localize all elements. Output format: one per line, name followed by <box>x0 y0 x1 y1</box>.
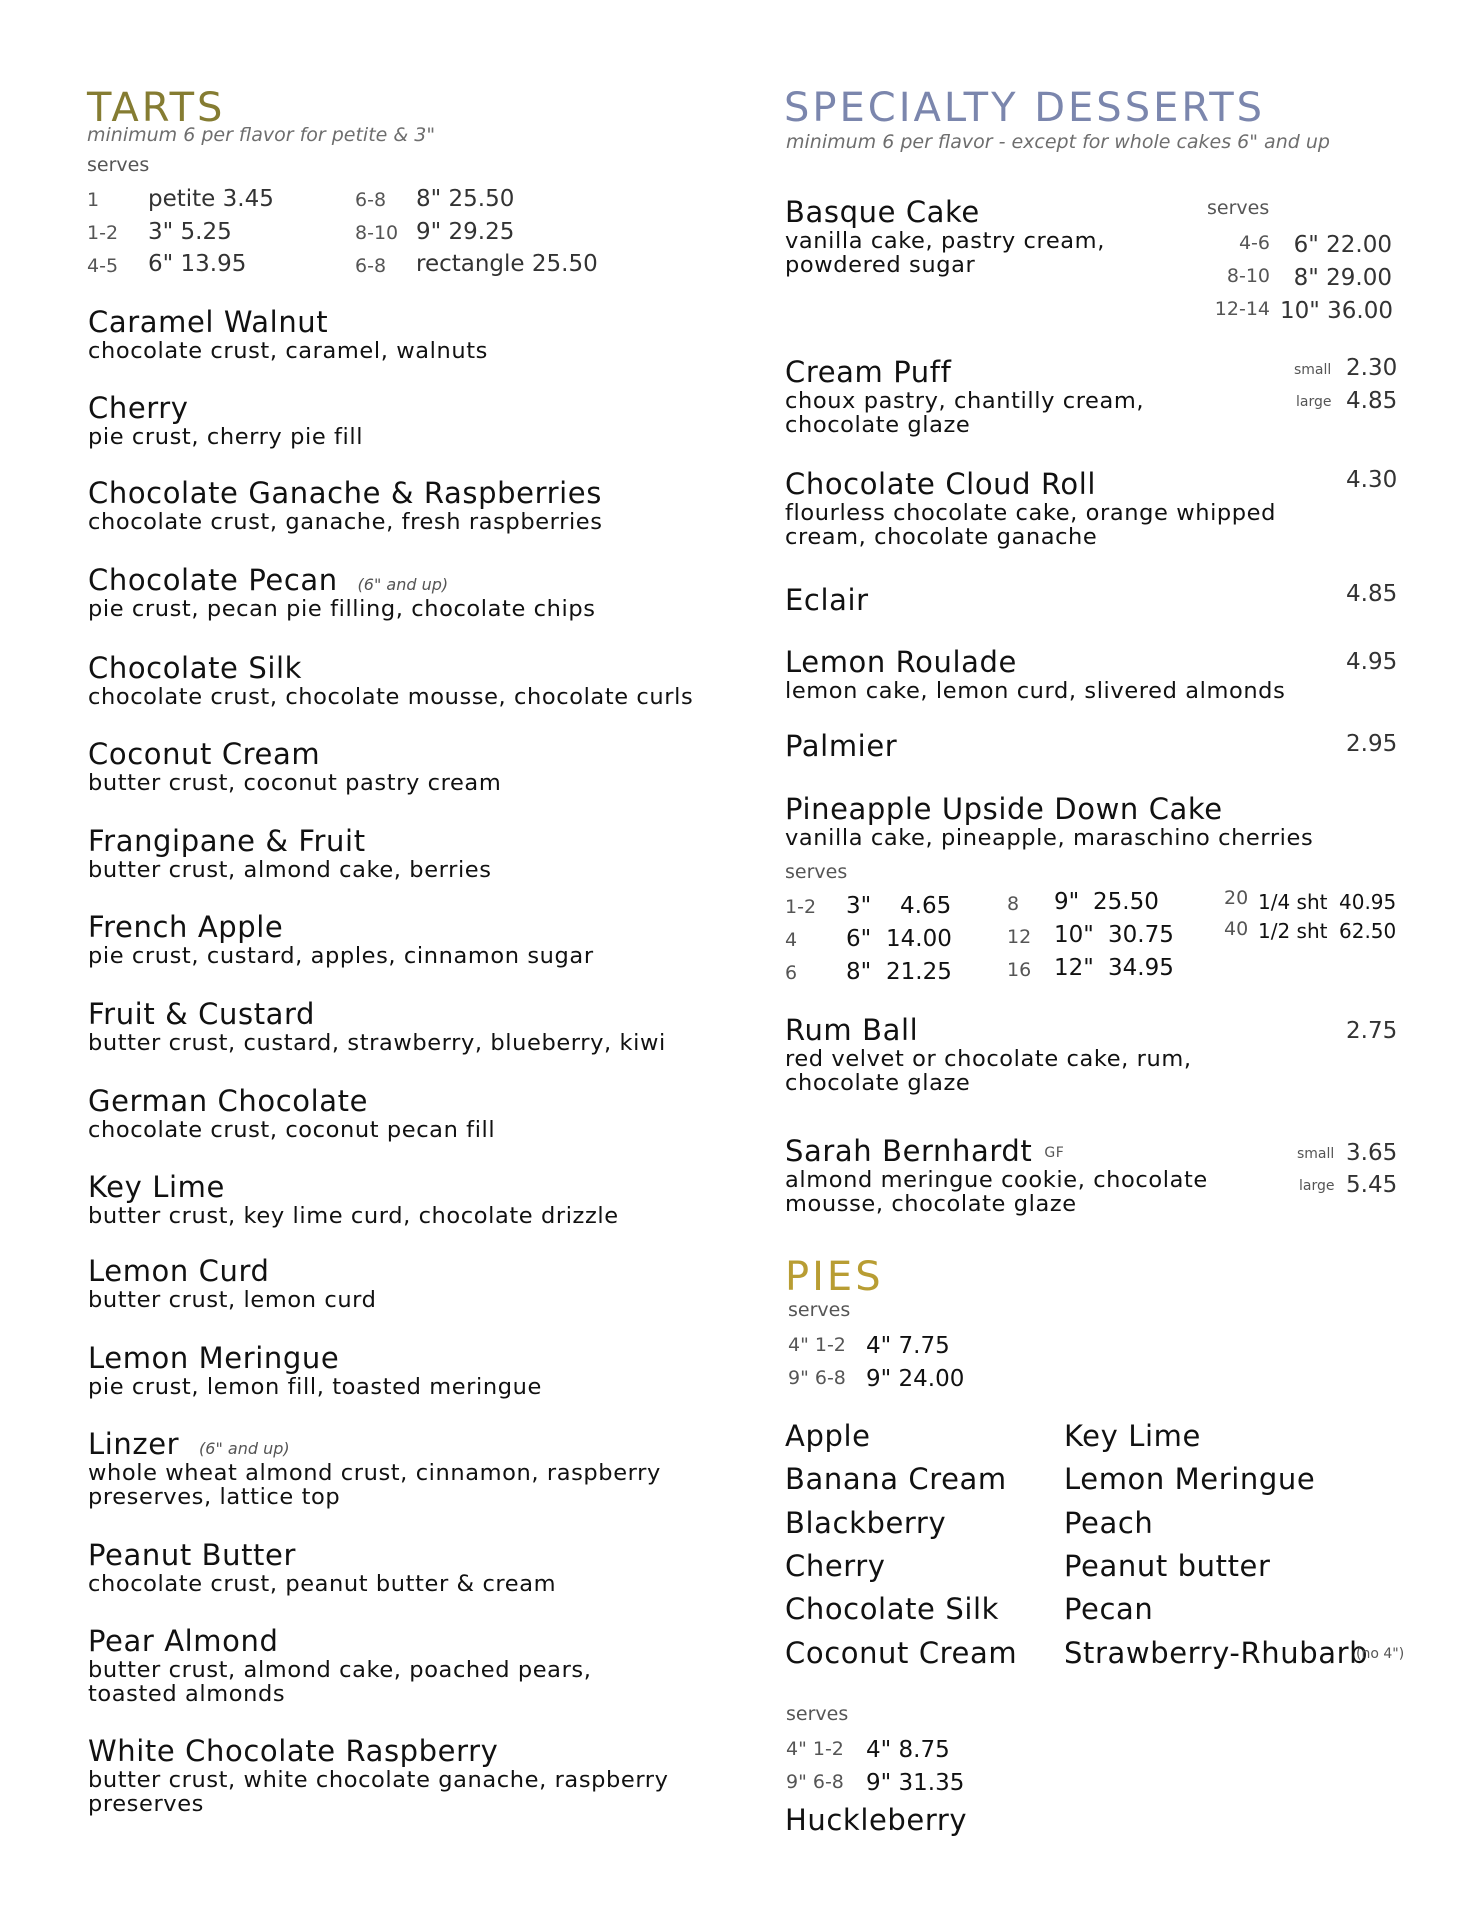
pineapple-price: 4.65 <box>900 893 952 919</box>
tart-name: Lemon Curd <box>88 1254 270 1288</box>
tart-size-serves: 1-2 <box>87 222 119 244</box>
tart-name: Chocolate Pecan <box>88 563 338 597</box>
pineapple-serves: 8 <box>1007 893 1020 915</box>
dessert-name: Eclair <box>785 583 869 617</box>
tart-description: pie crust, custard, apples, cinnamon sugar <box>88 943 594 969</box>
pie-size-price: 4" 7.75 <box>866 1333 950 1359</box>
pie-item: Blackberry <box>785 1506 947 1540</box>
tart-description: chocolate crust, caramel, walnuts <box>88 338 488 364</box>
tart-item <box>88 824 492 882</box>
tarts-serves-label: serves <box>87 154 150 176</box>
lemon-roulade <box>785 645 1285 703</box>
tart-description: chocolate crust, peanut butter & cream <box>88 1571 557 1597</box>
pie-item: Coconut Cream <box>785 1636 1018 1670</box>
dessert-description: flourless chocolate cake, orange whipped cream, chocolate ganache <box>785 500 1277 550</box>
tart-description: chocolate crust, chocolate mousse, chocolate curls <box>88 684 694 710</box>
pie-item: Pecan <box>1064 1592 1154 1626</box>
pie-item: Chocolate Silk <box>785 1592 1000 1626</box>
pineapple-serves: 4 <box>785 929 798 951</box>
basque-size-serves: 8-10 <box>1226 265 1270 287</box>
tart-name: Pear Almond <box>88 1624 279 1658</box>
dessert-description: choux pastry, chantilly cream, chocolate glaze <box>785 388 1145 438</box>
size-label: large <box>1299 1178 1335 1194</box>
tart-description: butter crust, custard, strawberry, blueberry, kiwi <box>88 1030 666 1056</box>
tart-size-serves: 6-8 <box>355 255 387 277</box>
cream-puff <box>785 355 1165 437</box>
pineapple-size: 1/2 sht <box>1258 919 1328 943</box>
tart-name: Cherry <box>88 391 189 425</box>
pineapple-serves: 1-2 <box>785 896 817 918</box>
pie-size-serves: 9" 6-8 <box>788 1367 846 1389</box>
tart-name: Chocolate Silk <box>88 651 303 685</box>
pineapple-serves: 6 <box>785 962 798 984</box>
tart-item <box>88 563 596 621</box>
tart-size-price: 3" 5.25 <box>148 219 232 245</box>
dessert-description: vanilla cake, pineapple, maraschino cherries <box>785 825 1314 851</box>
dessert-price: 2.30 <box>1346 355 1398 381</box>
tart-item <box>88 1427 688 1509</box>
pie-size-serves: 4" 1-2 <box>788 1334 846 1356</box>
tart-name: Linzer <box>88 1427 180 1461</box>
tart-description: butter crust, almond cake, berries <box>88 857 492 883</box>
dessert-price: 4.85 <box>1346 388 1398 414</box>
tart-description: butter crust, key lime curd, chocolate drizzle <box>88 1203 619 1229</box>
pineapple-price: 40.95 <box>1339 890 1397 914</box>
dessert-price: 4.95 <box>1346 649 1398 675</box>
pineapple-size: 3" <box>846 893 872 919</box>
chocolate-cloud-roll <box>785 467 1315 549</box>
tart-size-serves: 1 <box>87 189 100 211</box>
size-label: small <box>1297 1146 1335 1162</box>
tart-item <box>88 1538 556 1596</box>
dessert-description: lemon cake, lemon curd, slivered almonds <box>785 678 1286 704</box>
tart-item <box>88 1341 542 1399</box>
dessert-price: 2.95 <box>1346 731 1398 757</box>
pies-serves-label: serves <box>788 1299 851 1321</box>
pie-item: Apple <box>785 1419 871 1453</box>
tart-description: whole wheat almond crust, cinnamon, raspberry preserves, lattice top <box>88 1460 661 1510</box>
basque-size-serves: 4-6 <box>1238 232 1270 254</box>
pineapple-size: 9" <box>1054 889 1080 915</box>
tart-size-tag: (6" and up) <box>199 1439 290 1458</box>
tart-description: chocolate crust, coconut pecan fill <box>88 1117 496 1143</box>
basque-cake <box>785 195 1125 277</box>
tart-description: chocolate crust, ganache, fresh raspberries <box>88 509 603 535</box>
pineapple-serves: 40 <box>1224 918 1249 940</box>
tart-item <box>88 1170 619 1228</box>
pineapple-size: 10" <box>1054 922 1094 948</box>
pie-size-price: 9" 31.35 <box>866 1770 965 1796</box>
pie-item: Key Lime <box>1064 1419 1201 1453</box>
dessert-price: 2.75 <box>1346 1018 1398 1044</box>
tart-name: Fruit & Custard <box>88 997 316 1031</box>
tart-size-serves: 4-5 <box>87 255 119 277</box>
pie-size-serves: 9" 6-8 <box>786 1771 844 1793</box>
basque-size-price: 6" 22.00 <box>1293 232 1392 258</box>
dessert-name: Chocolate Cloud Roll <box>785 467 1097 501</box>
pineapple-price: 21.25 <box>886 959 952 985</box>
pineapple-serves: 12 <box>1007 926 1032 948</box>
tart-description: pie crust, lemon fill, toasted meringue <box>88 1374 542 1400</box>
specialty-heading: SPECIALTY DESSERTS <box>784 85 1266 131</box>
tarts-minimum-note: minimum 6 per flavor for petite & 3" <box>87 124 436 146</box>
dessert-name: Lemon Roulade <box>785 645 1017 679</box>
pineapple-size: 8" <box>846 959 872 985</box>
tart-size-serves: 6-8 <box>355 189 387 211</box>
tart-size-price: petite 3.45 <box>148 186 274 212</box>
tart-item <box>88 737 501 795</box>
pineapple-price: 30.75 <box>1108 922 1174 948</box>
tart-description: butter crust, almond cake, poached pears, toasted almonds <box>88 1657 592 1707</box>
pie-item: Peach <box>1064 1506 1154 1540</box>
dessert-name: Rum Ball <box>785 1013 919 1047</box>
pie-size-serves: 4" 1-2 <box>786 1738 844 1760</box>
tart-size-tag: (6" and up) <box>357 575 449 594</box>
tart-item <box>88 476 603 534</box>
pineapple-serves: 20 <box>1224 887 1249 909</box>
size-label: large <box>1296 394 1332 410</box>
dessert-description: vanilla cake, pastry cream, powdered sugar <box>785 228 1105 278</box>
pineapple-price: 25.50 <box>1093 889 1159 915</box>
tart-item <box>88 1734 708 1816</box>
tart-item <box>88 997 666 1055</box>
tart-size-price: 6" 13.95 <box>148 251 247 277</box>
basque-size-price: 10" 36.00 <box>1280 298 1394 324</box>
size-label: small <box>1294 362 1332 378</box>
pineapple-upside-down-cake <box>785 792 1313 850</box>
basque-size-price: 8" 29.00 <box>1293 265 1392 291</box>
dessert-name: Pineapple Upside Down Cake <box>785 792 1223 826</box>
tart-size-price: 8" 25.50 <box>416 186 515 212</box>
dessert-name: Basque Cake <box>785 195 980 229</box>
dessert-price: 4.30 <box>1346 467 1398 493</box>
pineapple-price: 14.00 <box>886 926 952 952</box>
pie-item: Strawberry-Rhubarb <box>1064 1636 1369 1670</box>
tart-size-price: rectangle 25.50 <box>416 251 598 277</box>
tart-description: pie crust, cherry pie fill <box>88 424 364 450</box>
dessert-description: red velvet or chocolate cake, rum, chocolate glaze <box>785 1046 1192 1096</box>
dessert-price: 5.45 <box>1346 1172 1398 1198</box>
tart-item <box>88 391 363 449</box>
tart-description: butter crust, white chocolate ganache, raspberry preserves <box>88 1767 669 1817</box>
tart-name: Frangipane & Fruit <box>88 824 366 858</box>
tart-name: Coconut Cream <box>88 737 321 771</box>
pie-item: Peanut butter <box>1064 1549 1271 1583</box>
rum-ball <box>785 1013 1215 1095</box>
dessert-name: Cream Puff <box>785 355 952 389</box>
tart-name: German Chocolate <box>88 1084 369 1118</box>
tart-item <box>88 1254 377 1312</box>
tart-name: Key Lime <box>88 1170 225 1204</box>
tart-name: Chocolate Ganache & Raspberries <box>88 476 602 510</box>
pie-item: Lemon Meringue <box>1064 1462 1316 1496</box>
dessert-name: Sarah Bernhardt <box>785 1134 1033 1168</box>
dessert-price: 3.65 <box>1346 1140 1398 1166</box>
tart-item <box>88 1624 648 1706</box>
pie-item: Banana Cream <box>785 1462 1007 1496</box>
specialty-minimum-note: minimum 6 per flavor - except for whole cakes 6" and up <box>786 131 1330 153</box>
pineapple-price: 34.95 <box>1108 955 1174 981</box>
pie-size-price: 4" 8.75 <box>866 1737 950 1763</box>
pineapple-size: 12" <box>1054 955 1094 981</box>
dessert-name: Palmier <box>785 729 898 763</box>
tart-item <box>88 305 488 363</box>
pineapple-price: 62.50 <box>1339 919 1397 943</box>
tart-item <box>88 1084 495 1142</box>
tart-item <box>88 910 594 968</box>
basque-size-serves: 12-14 <box>1214 298 1270 320</box>
tart-description: butter crust, lemon curd <box>88 1287 377 1313</box>
dessert-price: 4.85 <box>1346 581 1398 607</box>
pineapple-size: 6" <box>846 926 872 952</box>
gluten-free-tag: GF <box>1044 1145 1065 1161</box>
tart-name: French Apple <box>88 910 284 944</box>
tarts-heading: TARTS <box>87 85 226 131</box>
huckleberry-serves-label: serves <box>786 1703 849 1725</box>
pie-item: Cherry <box>785 1549 886 1583</box>
pineapple-size: 1/4 sht <box>1258 890 1328 914</box>
tart-name: Peanut Butter <box>88 1538 296 1572</box>
basque-serves-label: serves <box>1207 197 1270 219</box>
tart-name: Caramel Walnut <box>88 305 329 339</box>
tart-description: butter crust, coconut pastry cream <box>88 770 502 796</box>
tart-name: White Chocolate Raspberry <box>88 1734 499 1768</box>
pie-item-huckleberry: Huckleberry <box>785 1803 968 1837</box>
tart-size-price: 9" 29.25 <box>416 219 515 245</box>
tart-description: pie crust, pecan pie filling, chocolate chips <box>88 596 596 622</box>
pineapple-serves-label: serves <box>785 861 848 883</box>
sarah-bernhardt <box>785 1134 1255 1216</box>
pie-size-price: 9" 24.00 <box>866 1366 965 1392</box>
no-4-inch-note: (no 4") <box>1356 1646 1405 1662</box>
tart-item <box>88 651 693 709</box>
dessert-description: almond meringue cookie, chocolate mousse, chocolate glaze <box>785 1167 1208 1217</box>
tart-size-serves: 8-10 <box>355 222 399 244</box>
pineapple-serves: 16 <box>1007 959 1032 981</box>
pies-heading: PIES <box>785 1254 884 1300</box>
tart-name: Lemon Meringue <box>88 1341 340 1375</box>
